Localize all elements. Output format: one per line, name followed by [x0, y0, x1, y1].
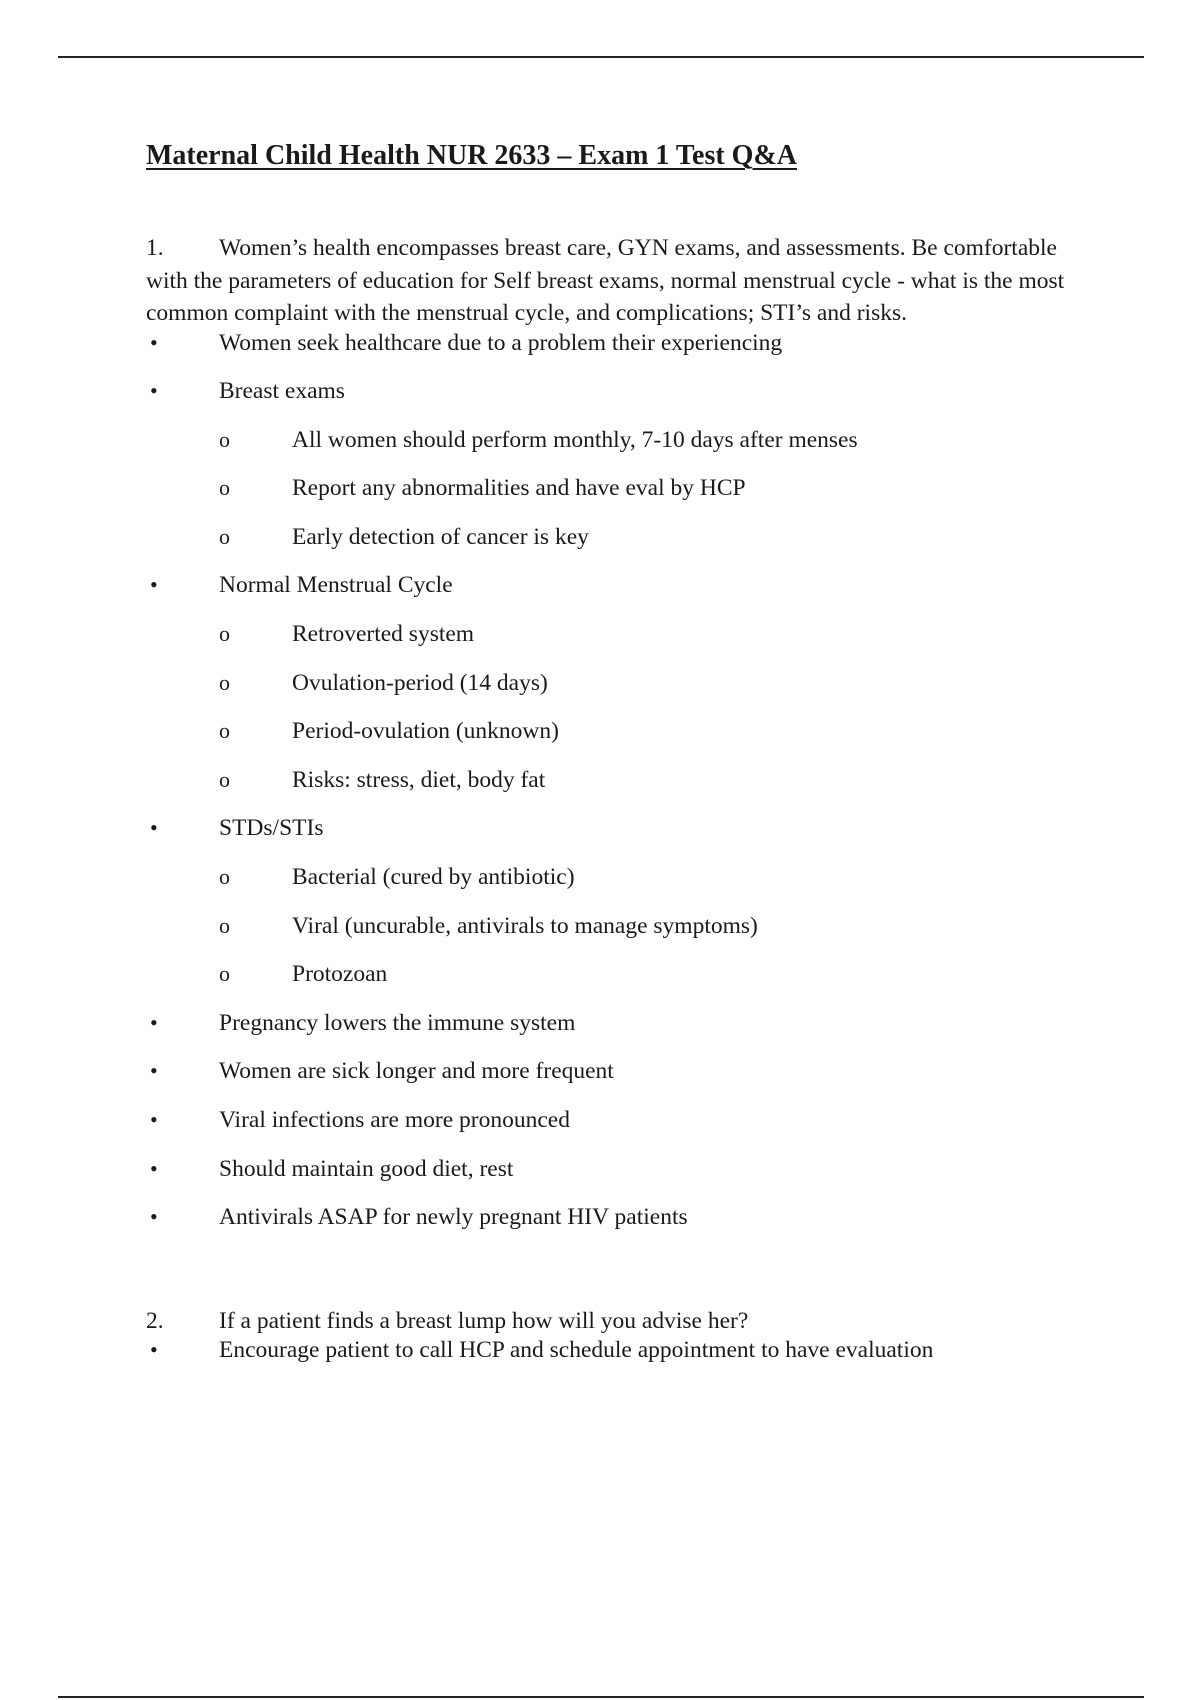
sub-list-item-text: All women should perform monthly, 7-10 days after menses [292, 426, 858, 453]
sub-list-item [146, 427, 1086, 476]
bullet-marker: • [150, 1155, 158, 1181]
sub-list-item-text: Risks: stress, diet, body fat [292, 766, 546, 793]
list-item [146, 1058, 1086, 1107]
question-2 [146, 1305, 1086, 1338]
sub-bullet-marker: o [219, 864, 230, 890]
sub-list-item-text: Viral (uncurable, antivirals to manage symptoms) [292, 912, 758, 939]
sub-bullet-marker: o [219, 718, 230, 744]
sub-list-item-text: Retroverted system [292, 621, 475, 648]
list-item-text: Pregnancy lowers the immune system [219, 1009, 576, 1036]
sub-list-item-text: Ovulation-period (14 days) [292, 669, 548, 696]
sub-list-item [146, 524, 1086, 573]
footer-rule [58, 1696, 1144, 1698]
answer-list-1 [146, 330, 1086, 1253]
sub-bullet-marker: o [219, 523, 230, 549]
document-body [146, 140, 1086, 1386]
bullet-marker: • [150, 1009, 158, 1035]
list-item-text: Antivirals ASAP for newly pregnant HIV patients [219, 1204, 688, 1231]
answer-list-2 [146, 1337, 1086, 1386]
list-item [146, 815, 1086, 864]
list-item-text: Women are sick longer and more frequent [219, 1058, 614, 1085]
sub-list-item [146, 767, 1086, 816]
sub-list-item-text: Protozoan [292, 961, 388, 988]
list-item-text: Should maintain good diet, rest [219, 1155, 514, 1182]
sub-bullet-marker: o [219, 961, 230, 987]
sub-list-item [146, 961, 1086, 1010]
bullet-marker: • [150, 1337, 158, 1363]
sub-list-item-text: Bacterial (cured by antibiotic) [292, 864, 575, 891]
list-item [146, 330, 1086, 379]
bullet-marker: • [150, 1204, 158, 1230]
question-1 [146, 232, 1086, 330]
sub-list-item [146, 621, 1086, 670]
list-item [146, 1156, 1086, 1205]
list-item-text: Encourage patient to call HCP and schedule appointment to have evaluation [219, 1337, 934, 1364]
bullet-marker: • [150, 815, 158, 841]
sub-list-item [146, 475, 1086, 524]
question-text: Women’s health encompasses breast care, GYN exams, and assessments. Be comfortable with the parameters of education for Self breast exams, normal menstrual cycle - what is the most common complaint with the menstrual cycle, and complications; STI’s and risks. [146, 235, 1065, 326]
list-item-text: Breast exams [219, 378, 345, 405]
sub-bullet-marker: o [219, 475, 230, 501]
list-item [146, 1107, 1086, 1156]
question-text: If a patient finds a breast lump how will you advise her? [219, 1307, 749, 1334]
sub-list-item-text: Report any abnormalities and have eval by HCP [292, 475, 746, 502]
sub-list-item [146, 913, 1086, 962]
sub-list-item [146, 864, 1086, 913]
sub-bullet-marker: o [219, 621, 230, 647]
sub-list-item [146, 718, 1086, 767]
list-item [146, 378, 1086, 427]
sub-list-item-text: Early detection of cancer is key [292, 523, 589, 550]
bullet-marker: • [150, 572, 158, 598]
bullet-marker: • [150, 1107, 158, 1132]
bullet-marker: • [150, 329, 158, 355]
sub-list-item-text: Period-ovulation (unknown) [292, 718, 559, 745]
list-item [146, 1337, 1086, 1386]
header-rule [58, 56, 1144, 58]
list-item-text: Women seek healthcare due to a problem their experiencing [219, 329, 783, 356]
sub-list-item [146, 670, 1086, 719]
bullet-marker: • [150, 378, 158, 404]
bullet-marker: • [150, 1058, 158, 1084]
sub-bullet-marker: o [219, 669, 230, 695]
sub-bullet-marker: o [219, 426, 230, 452]
sub-bullet-marker: o [219, 766, 230, 792]
list-item-text: Viral infections are more pronounced [219, 1107, 570, 1133]
question-number: 2. [146, 1307, 164, 1334]
page-title: Maternal Child Health NUR 2633 – Exam 1 Test Q&A [146, 140, 797, 171]
list-item [146, 1204, 1086, 1253]
list-item-text: Normal Menstrual Cycle [219, 572, 453, 599]
list-item [146, 1010, 1086, 1059]
list-item [146, 572, 1086, 621]
sub-bullet-marker: o [219, 912, 230, 938]
question-number: 1. [146, 235, 164, 261]
list-item-text: STDs/STIs [219, 815, 324, 842]
